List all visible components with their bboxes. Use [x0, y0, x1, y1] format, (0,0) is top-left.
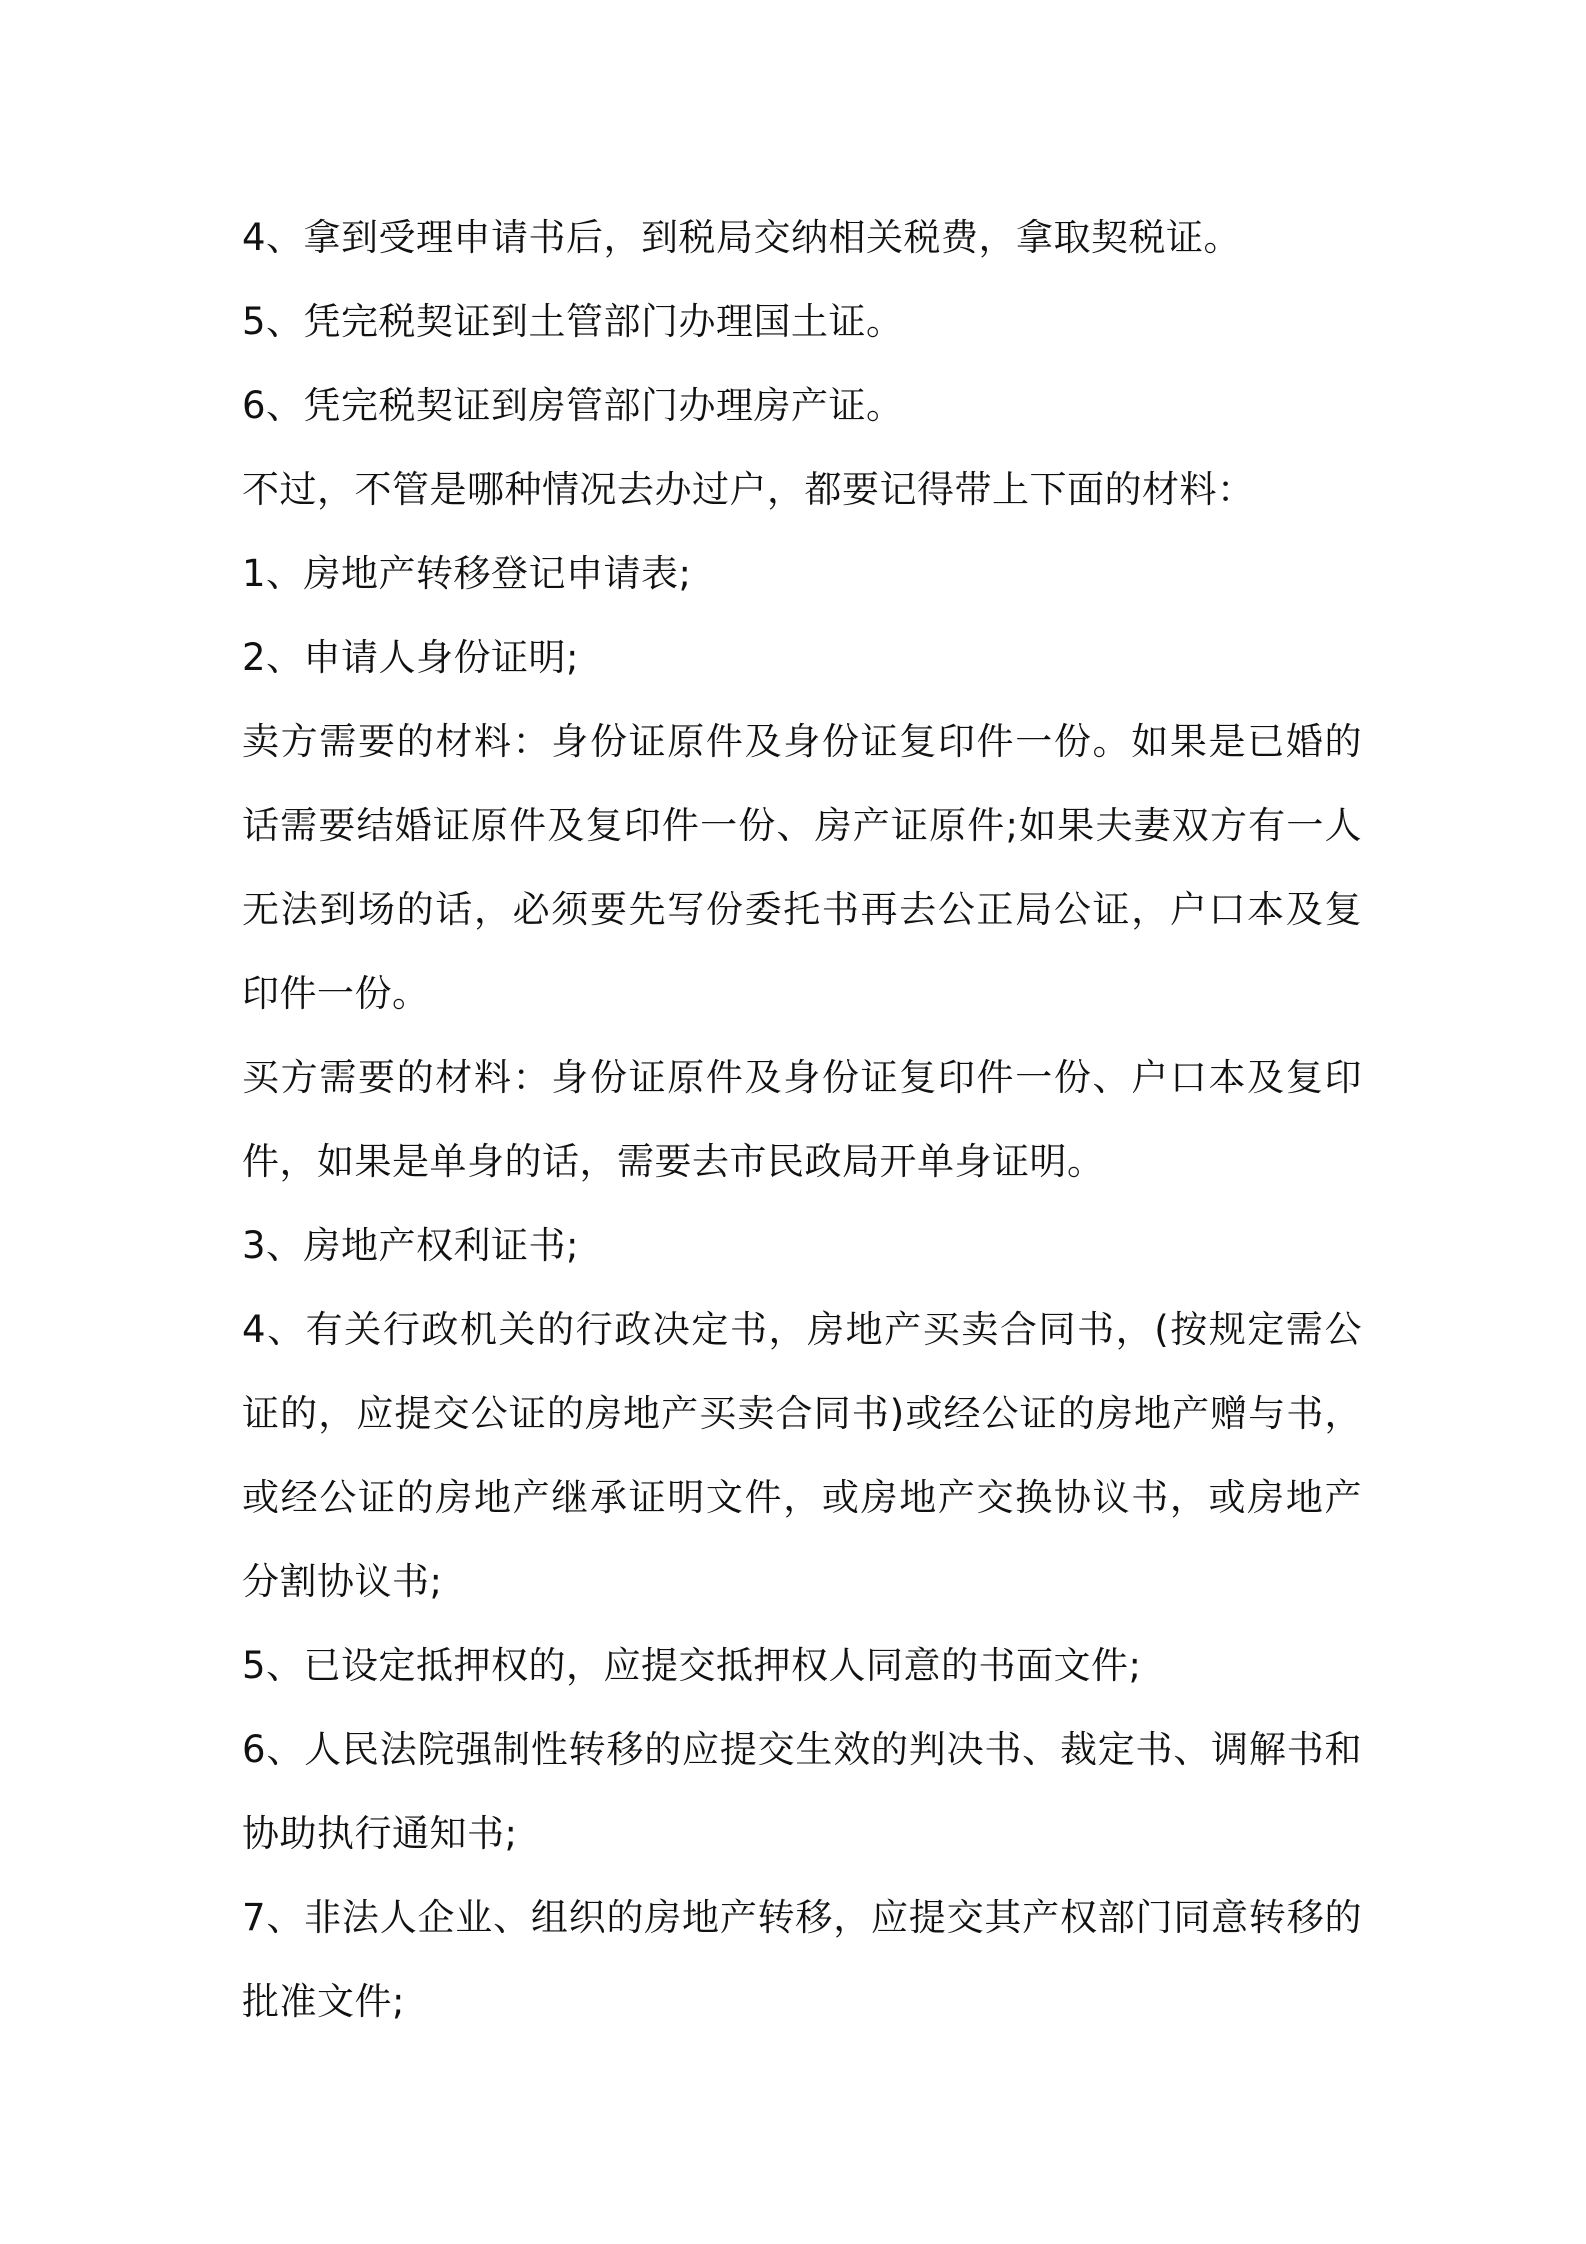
paragraph-materials-intro: 不过，不管是哪种情况去办过户，都要记得带上下面的材料： [242, 468, 1255, 511]
paragraph-material-2: 2、申请人身份证明; [242, 636, 580, 679]
document-body [242, 196, 1362, 2044]
paragraph-material-3: 3、房地产权利证书; [242, 1224, 580, 1267]
paragraph-step-4-tax: 4、拿到受理申请书后，到税局交纳相关税费，拿取契税证。 [242, 216, 1242, 259]
paragraph-step-6-property-cert: 6、凭完税契证到房管部门办理房产证。 [242, 384, 904, 427]
paragraph-buyer-materials: 买方需要的材料：身份证原件及身份证复印件一份、户口本及复印件，如果是单身的话，需要去市民政局开单身证明。 [242, 1056, 1362, 1183]
paragraph-step-5-land-cert: 5、凭完税契证到土管部门办理国土证。 [242, 300, 904, 343]
paragraph-seller-materials: 卖方需要的材料：身份证原件及身份证复印件一份。如果是已婚的话需要结婚证原件及复印件一份、房产证原件;如果夫妻双方有一人无法到场的话，必须要先写份委托书再去公正局公证，户口本及复印件一份。 [242, 720, 1362, 1015]
paragraph-material-7: 7、非法人企业、组织的房地产转移，应提交其产权部门同意转移的批准文件; [242, 1896, 1362, 2023]
paragraph-material-5: 5、已设定抵押权的，应提交抵押权人同意的书面文件; [242, 1644, 1142, 1687]
paragraph-material-6: 6、人民法院强制性转移的应提交生效的判决书、裁定书、调解书和协助执行通知书; [242, 1728, 1362, 1855]
paragraph-material-4: 4、有关行政机关的行政决定书，房地产买卖合同书，(按规定需公证的，应提交公证的房地产买卖合同书)或经公证的房地产赠与书，或经公证的房地产继承证明文件，或房地产交换协议书，或房地产分割协议书; [242, 1308, 1362, 1603]
paragraph-material-1: 1、房地产转移登记申请表; [242, 552, 692, 595]
